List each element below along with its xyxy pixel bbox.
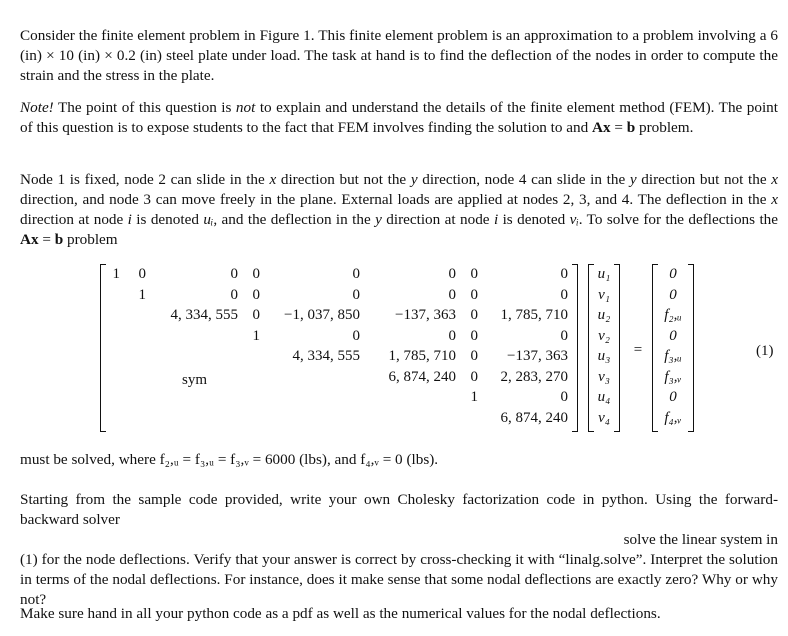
nodes-c: direction, node 4 can slide in the xyxy=(417,171,630,188)
matrix-cell: −137, 363 xyxy=(395,307,456,323)
matrix-right-bracket xyxy=(572,264,578,432)
nodes-d: direction but not the xyxy=(636,171,772,188)
starting-c: (1) for the node deflections. Verify that your answer is correct by cross-checking it with “linalg.solve”. Interpret the solution in terms of the nodal deflections. For instance, does it make sense that some nodal deflections are exactly zero? Why or why not? xyxy=(20,551,778,608)
math-i: i xyxy=(493,211,499,228)
matrix-cell: −137, 363 xyxy=(507,348,568,364)
starting-a: Starting from the sample code provided, write your own Cholesky factorization code in python. Using the forward-backward solver xyxy=(20,491,778,528)
unknown-entry: u₁ xyxy=(597,266,611,282)
matrix-cell: 0 xyxy=(352,327,360,344)
matrix-cell: 0 xyxy=(352,286,360,303)
matrix-cell: 0 xyxy=(470,368,478,385)
equation-number: (1) xyxy=(756,343,774,359)
matrix-cell: 1, 785, 710 xyxy=(388,348,456,364)
math-x: x xyxy=(771,171,778,188)
unknown-entry: u₃ xyxy=(597,348,611,364)
unknown-entry: v₂ xyxy=(598,327,610,344)
unknown-entry: u₂ xyxy=(597,307,611,323)
matrix-cell: 4, 334, 555 xyxy=(170,307,238,323)
matrix-cell: 0 xyxy=(230,286,238,303)
nodes-k: . To solve for the deflections the xyxy=(578,211,778,228)
matrix-cell: 1 xyxy=(252,327,260,344)
matrix-cell: 0 xyxy=(470,266,478,282)
note-b: b xyxy=(626,119,636,136)
matrix-cell: 6, 874, 240 xyxy=(500,409,568,426)
math-vi: vᵢ xyxy=(569,211,579,228)
note-text-a: The point of this question is xyxy=(53,99,236,116)
nodes-b: b xyxy=(54,231,64,248)
matrix-cell: 0 xyxy=(560,389,568,405)
starting-line xyxy=(20,530,778,550)
note-label: Note! xyxy=(20,99,54,116)
intro-paragraph: Consider the finite element problem in Figure 1. This finite element problem is an approximation to a problem involving a 6 (in) × 10 (in) × 0.2 (in) steel plate under load. The task at hand is to find the deflection of the nodes in order to compute the strain and the stress in the plate. xyxy=(20,27,778,84)
matrix-cell: 0 xyxy=(448,266,456,282)
matrix-cell: 0 xyxy=(470,327,478,344)
matrix-cell: −1, 037, 850 xyxy=(284,307,360,323)
nodes-i: direction at node xyxy=(381,211,494,228)
math-ui: uᵢ xyxy=(203,211,214,228)
starting-paragraph xyxy=(20,490,778,610)
matrix-cell: 1 xyxy=(112,266,120,282)
rhs-entry: f₃,ᵥ xyxy=(664,368,682,385)
nodes-e: direction, and node 3 can move freely in the plane. External loads are applied at nodes 2, 3, and 4. The deflection in the xyxy=(20,191,772,208)
equals-sign: = xyxy=(633,342,643,358)
matrix-cell: 0 xyxy=(448,327,456,344)
rhs-entry: 0 xyxy=(669,327,677,344)
matrix-cell: 0 xyxy=(470,286,478,303)
note-ax: Ax xyxy=(592,119,611,136)
math-i: i xyxy=(127,211,132,228)
matrix-cell: 0 xyxy=(252,307,260,323)
matrix-cell: 0 xyxy=(560,266,568,282)
nodes-j: is denoted xyxy=(498,211,570,228)
nodes-g: is denoted xyxy=(131,211,204,228)
nodes-ax: Ax xyxy=(20,231,39,248)
matrix-cell: 0 xyxy=(252,286,260,303)
matrix-cell: 0 xyxy=(560,327,568,344)
nodes-b: direction but not the xyxy=(276,171,411,188)
matrix-cell: 0 xyxy=(470,348,478,364)
unknown-entry: v₄ xyxy=(598,409,610,426)
math-x: x xyxy=(269,171,277,188)
rhs-entry: 0 xyxy=(669,389,677,405)
matrix-cell: 1, 785, 710 xyxy=(500,307,568,323)
matrix-equation xyxy=(98,262,698,434)
math-x: x xyxy=(771,191,778,208)
rhs-entry: 0 xyxy=(669,286,677,303)
math-y: y xyxy=(375,211,382,228)
unknown-entry: u₄ xyxy=(597,389,611,405)
matrix-cell: 0 xyxy=(448,286,456,303)
math-y: y xyxy=(410,171,418,188)
nodes-eq: = xyxy=(38,231,55,248)
rhs-entry: f₂,ᵤ xyxy=(664,307,682,323)
matrix-left-bracket xyxy=(100,264,106,432)
starting-b: solve the linear system in xyxy=(623,531,778,548)
nodes-f: direction at node xyxy=(20,211,128,228)
sym-label: sym xyxy=(182,372,208,388)
starting-line xyxy=(20,490,778,530)
matrix-cell: 1 xyxy=(138,286,146,303)
nodes-a: Node 1 is fixed, node 2 can slide in the xyxy=(20,171,270,188)
matrix-cell: 0 xyxy=(470,307,478,323)
nodes-h: , and the deflection in the xyxy=(213,211,376,228)
unknown-entry: v₁ xyxy=(598,286,610,303)
matrix-cell: 0 xyxy=(252,266,260,282)
note-paragraph xyxy=(20,98,778,138)
must-paragraph: must be solved, where f₂,ᵤ = f₃,ᵤ = f₃,ᵥ = 6000 (lbs), and f₄,ᵥ = 0 (lbs). xyxy=(20,451,439,468)
rhs-entry: f₃,ᵤ xyxy=(664,348,682,364)
math-y: y xyxy=(629,171,637,188)
note-not: not xyxy=(235,99,256,116)
rhs-entry: 0 xyxy=(669,266,677,282)
unknown-entry: v₃ xyxy=(598,368,610,385)
final-paragraph: Make sure hand in all your python code as a pdf as well as the numerical values for the nodal deflections. xyxy=(20,605,661,622)
note-text-b: to explain and understand the details of the finite element method (FEM). The point of this question is to expose students to the fact that FEM involves finding the solution to and xyxy=(20,99,778,136)
nodes-paragraph xyxy=(20,170,778,250)
nodes-l: problem xyxy=(63,231,118,248)
matrix-cell: 2, 283, 270 xyxy=(500,368,568,385)
note-eq: = xyxy=(610,119,627,136)
matrix-cell: 0 xyxy=(352,266,360,282)
note-end: problem. xyxy=(635,119,694,136)
matrix-cell: 0 xyxy=(138,266,146,282)
matrix-cell: 4, 334, 555 xyxy=(292,348,360,364)
matrix-cell: 0 xyxy=(230,266,238,282)
matrix-cell: 1 xyxy=(470,389,478,405)
matrix-cell: 0 xyxy=(560,286,568,303)
rhs-entry: f₄,ᵥ xyxy=(664,409,682,426)
matrix-cell: 6, 874, 240 xyxy=(388,368,456,385)
